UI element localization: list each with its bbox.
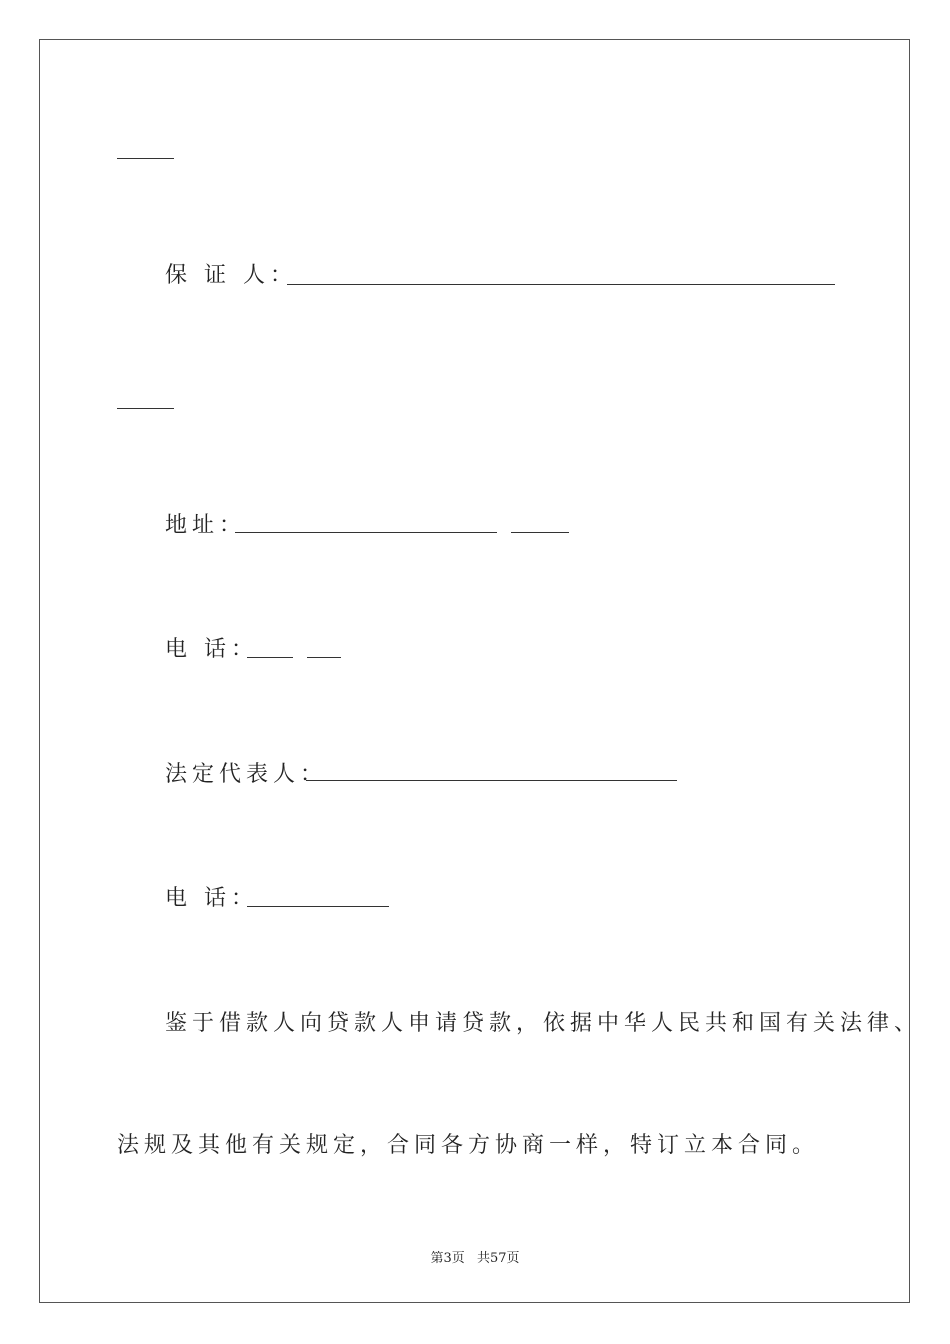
paragraph-line-2: 法规及其他有关规定，合同各方协商一样，特订立本合同。	[117, 1133, 820, 1158]
legal-rep-blank	[306, 780, 677, 781]
guarantor-blank	[287, 284, 835, 285]
blank-continuation-top	[117, 158, 174, 159]
phone-blank-1a	[247, 657, 293, 658]
guarantor-blank-continuation	[117, 408, 174, 409]
phone-label-2: 电 话：	[165, 886, 258, 911]
address-blank-2	[511, 532, 569, 533]
phone-label-1: 电 话：	[165, 637, 258, 662]
phone-blank-1b	[307, 657, 341, 658]
guarantor-label: 保 证 人：	[165, 263, 297, 288]
address-blank-1	[235, 532, 497, 533]
address-label: 地址：	[165, 513, 247, 538]
page-number-total: 共57页	[476, 1251, 520, 1266]
paragraph-line-1: 鉴于借款人向贷款人申请贷款，依据中华人民共和国有关法律、	[165, 1011, 922, 1036]
page-number-current: 第3页	[430, 1251, 465, 1266]
page-footer	[0, 1247, 950, 1266]
phone-blank-2	[247, 906, 389, 907]
page-frame	[39, 39, 910, 1303]
legal-rep-label: 法定代表人：	[165, 762, 328, 787]
